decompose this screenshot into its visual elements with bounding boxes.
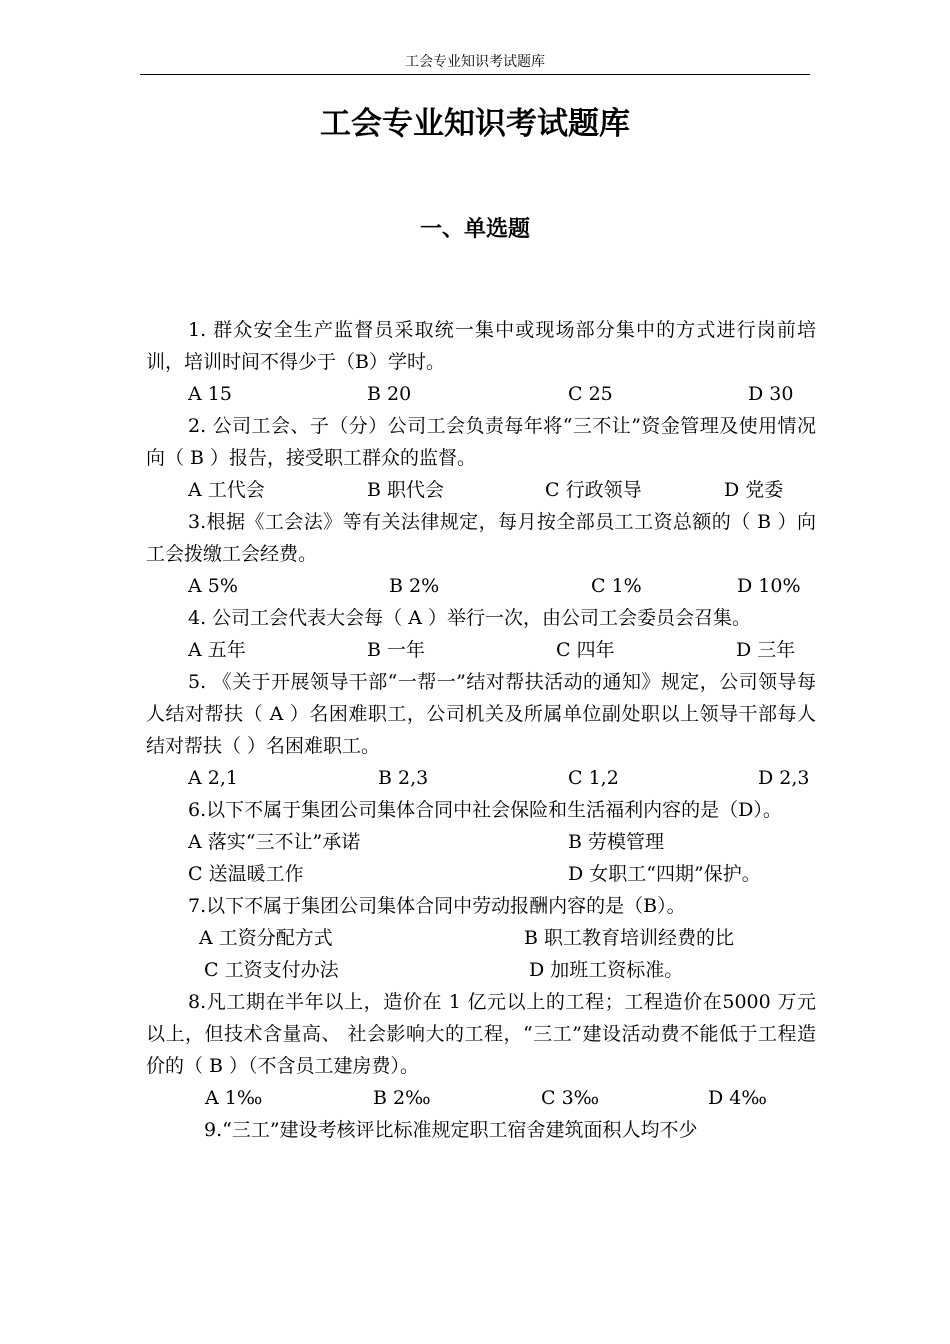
question-9: 9.“三工”建设考核评比标准规定职工宿舍建筑面积人均不少 [204,1119,698,1141]
option-c: C 1,2 [568,767,619,789]
question-8: 8.凡工期在半年以上，造价在 1 亿元以上的工程；工程造价在5000 万元以上，但技术含量高、 社会影响大的工程，“三工”建设活动费不能低于工程造价的（ B ）（不含员工建房费）。 [146,991,816,1077]
option-d: D 三年 [736,639,796,661]
option-a: A 15 [188,383,232,405]
option-d: D 女职工“四期”保护。 [568,863,761,885]
option-d: D 党委 [724,479,784,501]
option-a: A 工代会 [188,479,265,501]
option-c: C 工资支付办法 [204,959,339,981]
options-row [146,954,816,986]
option-a: A 2,1 [188,767,238,789]
question-list [146,314,816,1146]
options-row [146,634,816,666]
option-b: B 劳模管理 [568,831,665,853]
option-b: B 职代会 [367,479,445,501]
question-2: 2. 公司工会、子（分）公司工会负责每年将“三不让”资金管理及使用情况向（ B ）报告，接受职工群众的监督。 [146,415,816,469]
options-row [146,826,816,858]
question-4: 4. 公司工会代表大会每（ A ）举行一次，由公司工会委员会召集。 [188,607,751,629]
option-c: C 3‰ [541,1087,600,1109]
running-header: 工会专业知识考试题库 [405,54,545,70]
option-a: A 工资分配方式 [199,927,333,949]
option-d: D 加班工资标准。 [529,959,684,981]
option-c: C 行政领导 [545,479,642,501]
option-b: B 职工教育培训经费的比 [524,927,735,949]
option-d: D 10% [737,575,801,597]
question-1: 1. 群众安全生产监督员采取统一集中或现场部分集中的方式进行岗前培训，培训时间不得少于（B）学时。 [146,319,816,373]
option-a: A 落实“三不让”承诺 [188,831,361,853]
option-c: C 送温暖工作 [188,863,304,885]
option-d: D 30 [748,383,794,405]
question-5: 5. 《关于开展领导干部“一帮一”结对帮扶活动的通知》规定，公司领导每人结对帮扶（ A ）名困难职工，公司机关及所属单位副处职以上领导干部每人结对帮扶（ ）名困难职工。 [146,671,816,757]
header-rule [140,74,810,75]
option-b: B 2‰ [373,1087,431,1109]
option-a: A 1‰ [205,1087,263,1109]
options-row [146,378,816,410]
option-a: A 五年 [188,639,246,661]
option-c: C 25 [568,383,613,405]
options-row [146,570,816,602]
option-a: A 5% [188,575,238,597]
option-c: C 四年 [556,639,615,661]
options-row [146,922,816,954]
options-row [146,762,816,794]
document-title: 工会专业知识考试题库 [320,106,630,142]
option-d: D 2,3 [758,767,810,789]
options-row [146,858,816,890]
question-6: 6.以下不属于集团公司集体合同中社会保险和生活福利内容的是（D）。 [188,799,782,821]
question-3: 3.根据《工会法》等有关法律规定，每月按全部员工工资总额的（ B ）向工会拨缴工会经费。 [146,511,816,565]
question-7: 7.以下不属于集团公司集体合同中劳动报酬内容的是（B）。 [188,895,686,917]
options-row [146,474,816,506]
option-b: B 一年 [367,639,426,661]
option-d: D 4‰ [708,1087,767,1109]
option-b: B 2% [389,575,440,597]
options-row [146,1082,816,1114]
section-title: 一、单选题 [419,217,530,242]
option-b: B 2,3 [378,767,429,789]
option-c: C 1% [591,575,642,597]
option-b: B 20 [367,383,412,405]
